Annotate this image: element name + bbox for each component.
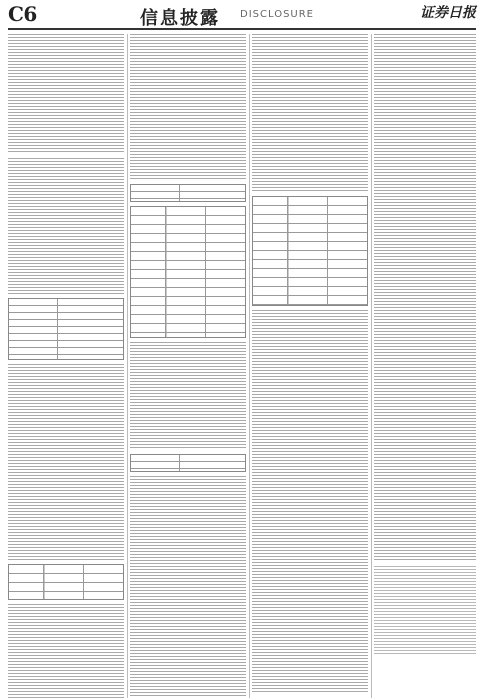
text-block xyxy=(8,604,124,698)
column-2 xyxy=(130,34,246,698)
text-block xyxy=(130,342,246,450)
article-columns xyxy=(8,34,476,698)
column-divider xyxy=(249,34,250,698)
data-table xyxy=(8,298,124,360)
text-block xyxy=(374,34,476,562)
column-3 xyxy=(252,34,368,698)
data-table xyxy=(130,206,246,338)
data-table xyxy=(252,196,368,306)
column-1 xyxy=(8,34,124,698)
data-table xyxy=(130,184,246,202)
page-number: C6 xyxy=(8,2,37,26)
page-header xyxy=(8,0,476,30)
text-block xyxy=(8,34,124,154)
section-subtitle: DISCLOSURE xyxy=(240,9,314,20)
column-divider xyxy=(371,34,372,698)
text-block xyxy=(252,310,368,694)
text-block xyxy=(130,34,246,180)
column-4 xyxy=(374,34,476,698)
data-table xyxy=(130,454,246,472)
text-block xyxy=(252,34,368,192)
contact-block xyxy=(374,566,476,656)
text-block xyxy=(8,158,124,294)
column-divider xyxy=(127,34,128,698)
text-block xyxy=(130,476,246,696)
data-table xyxy=(8,564,124,600)
newspaper-masthead: 证券日报 xyxy=(420,5,476,21)
text-block xyxy=(8,364,124,560)
section-title: 信息披露 xyxy=(140,8,220,29)
